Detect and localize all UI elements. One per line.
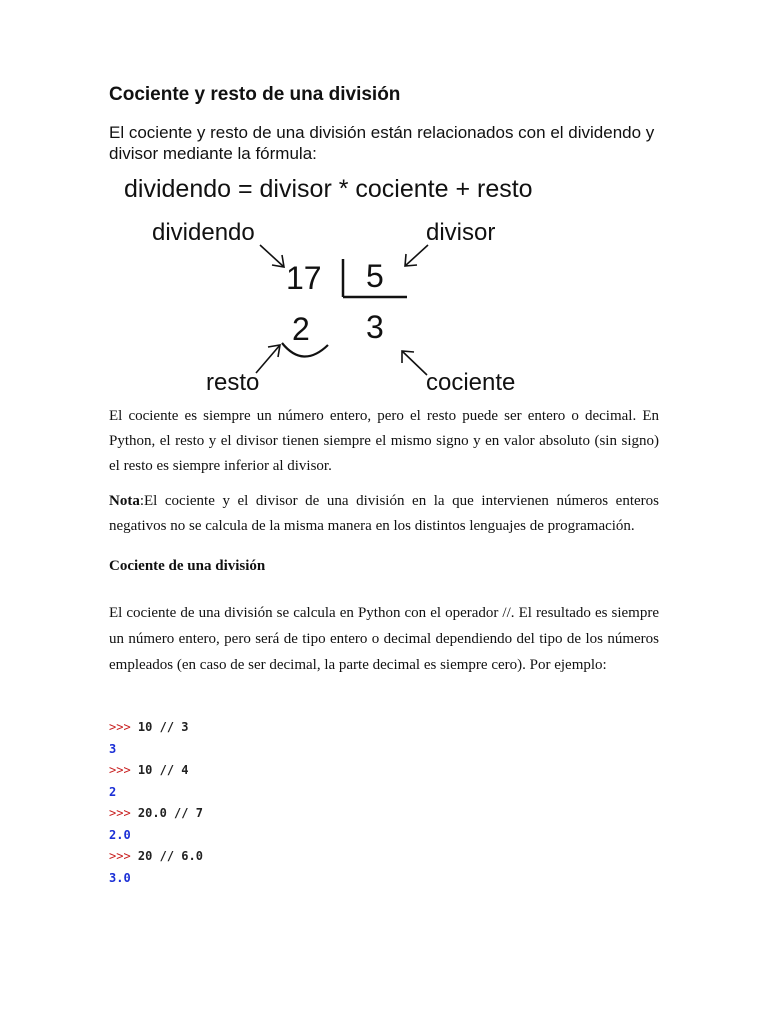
arrow-dividend <box>260 245 284 267</box>
dividend-label: dividendo <box>152 219 255 246</box>
code-output-line: 2 <box>109 784 117 799</box>
intro-paragraph: El cociente y resto de una división están relacionados con el dividendo y divisor mediante la fórmula: <box>109 123 655 163</box>
code-prompt: >>> <box>109 806 131 820</box>
dividend-value: 17 <box>286 260 322 296</box>
code-input-line <box>109 803 203 825</box>
note-text: :El cociente y el divisor de una división en la que intervienen números enteros negativos no se calcula de la misma manera en los distintos lenguajes de programación. <box>109 493 659 534</box>
remainder-value: 2 <box>292 311 310 347</box>
code-output-line: 3 <box>109 741 117 756</box>
code-prompt: >>> <box>109 763 131 777</box>
code-input: 20 // 6.0 <box>137 849 203 863</box>
code-input-line <box>109 717 203 739</box>
arrow-remainder <box>256 345 280 373</box>
divisor-value: 5 <box>366 258 384 294</box>
section-title: Cociente y resto de una división <box>109 84 401 105</box>
paragraph-quotient-operator: El cociente de una división se calcula en Python con el operador //. El resultado es siempre un número entero, pero será de tipo entero o decimal dependiendo del tipo de los números empleados (en caso de ser decimal, la parte decimal es siempre cero). Por ejemplo: <box>109 605 659 673</box>
note-label: Nota <box>109 493 140 509</box>
code-input-line <box>109 760 203 782</box>
division-diagram <box>110 165 560 397</box>
code-input: 10 // 4 <box>137 763 189 777</box>
arrow-quotient <box>402 351 427 375</box>
code-output-line: 3.0 <box>109 870 131 885</box>
subsection-title: Cociente de una división <box>109 558 266 574</box>
code-example <box>109 717 203 889</box>
code-input: 10 // 3 <box>137 720 189 734</box>
formula-text: dividendo = divisor * cociente + resto <box>124 175 533 203</box>
arrow-divisor <box>405 245 428 266</box>
code-output-line: 2.0 <box>109 827 131 842</box>
remainder-label: resto <box>206 369 260 396</box>
quotient-value: 3 <box>366 309 384 345</box>
code-input: 20.0 // 7 <box>137 806 203 820</box>
quotient-label: cociente <box>426 369 516 396</box>
code-input-line <box>109 846 203 868</box>
divisor-label: divisor <box>426 219 496 246</box>
paragraph-remainder-sign: El cociente es siempre un número entero, pero el resto puede ser entero o decimal. En Python, el resto y el divisor tienen siempre el mismo signo y en valor absoluto (sin signo) el resto es siempre inferior al divisor. <box>109 408 659 474</box>
code-prompt: >>> <box>109 720 131 734</box>
code-prompt: >>> <box>109 849 131 863</box>
note-paragraph <box>109 489 659 539</box>
